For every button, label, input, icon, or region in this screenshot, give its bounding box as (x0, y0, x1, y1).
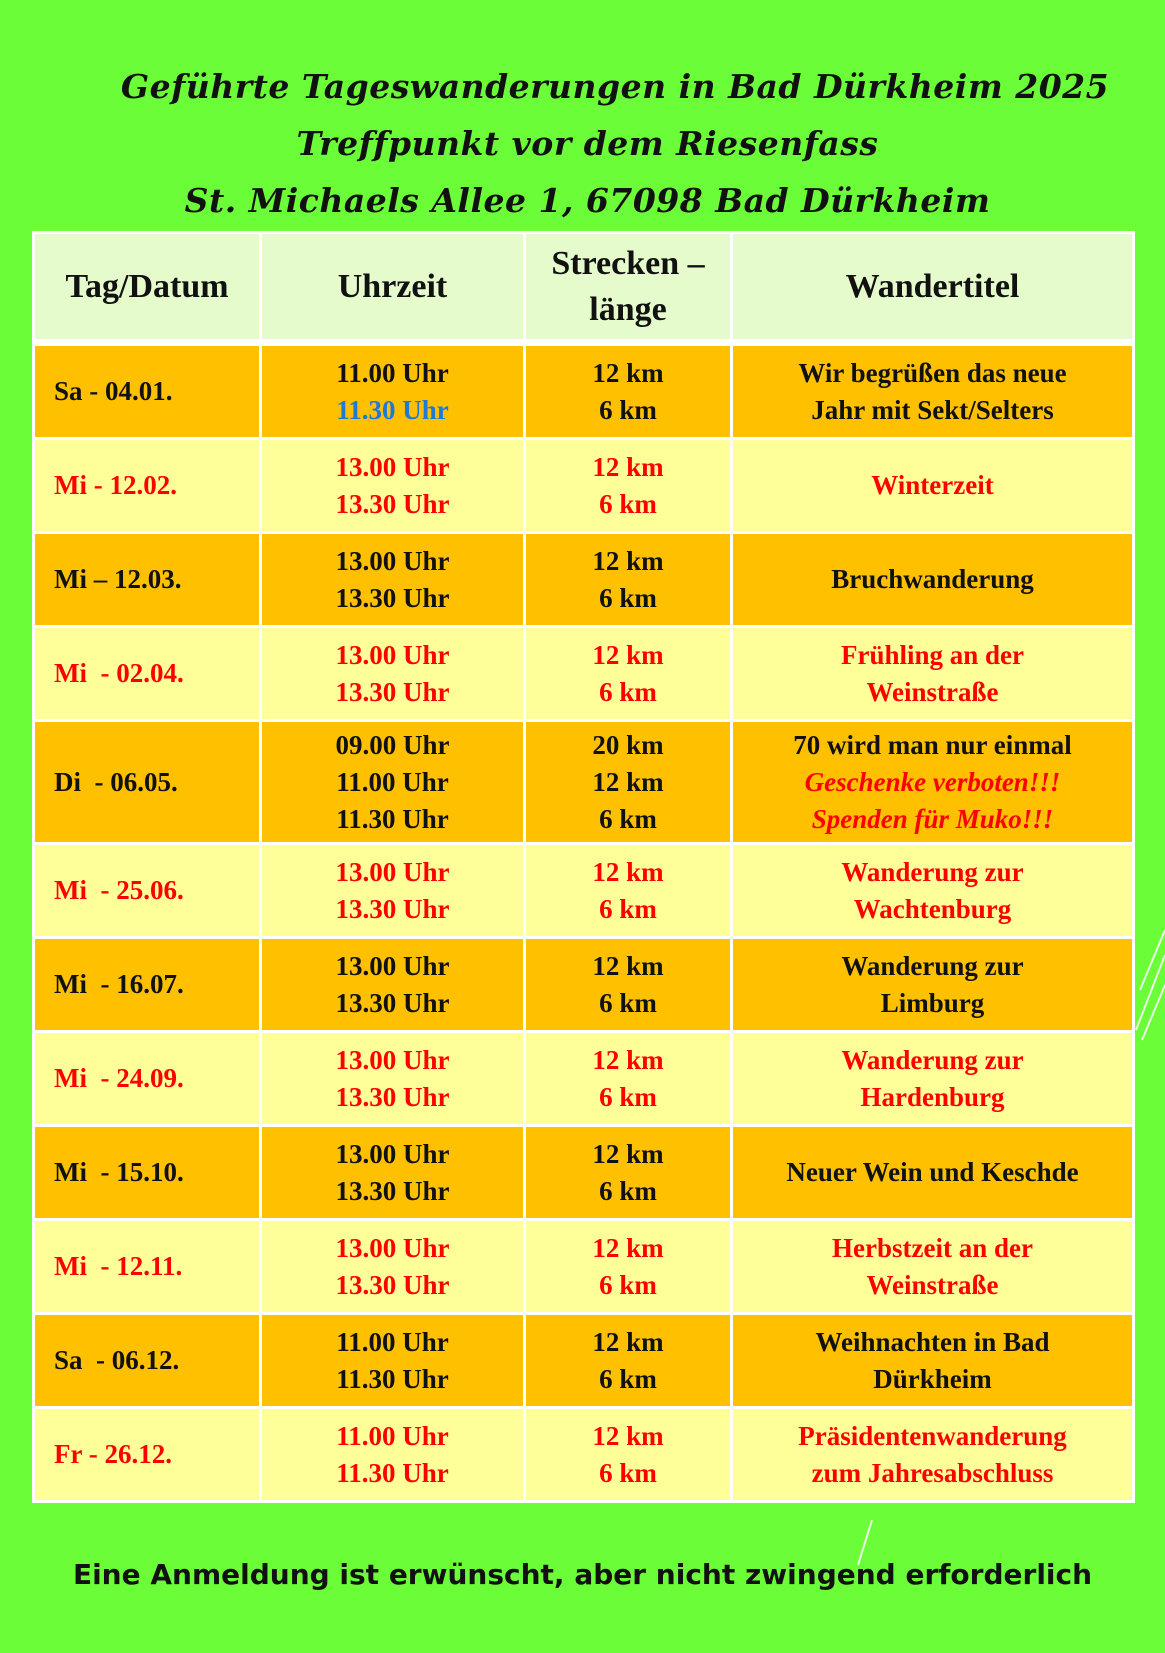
time-value: 09.00 Uhr (335, 729, 450, 760)
cell-title (733, 346, 1135, 440)
cell-time (262, 534, 526, 628)
distance-value: 6 km (599, 1081, 657, 1112)
cell-date: Mi - 16.07. (32, 939, 262, 1033)
cell-time (262, 722, 526, 845)
cell-date: Mi - 12.02. (32, 440, 262, 534)
cell-distance (526, 939, 733, 1033)
title-text: Neuer Wein und Keschde (786, 1157, 1079, 1187)
time-value: 13.00 Uhr (335, 1044, 450, 1075)
cell-title (733, 628, 1135, 722)
time-value: 13.30 Uhr (335, 893, 450, 924)
cell-date: Sa - 04.01. (32, 346, 262, 440)
title-text: 70 wird man nur einmal (793, 729, 1072, 760)
time-value: 11.00 Uhr (336, 1420, 449, 1451)
cell-distance (526, 845, 733, 939)
time-value: 11.30 Uhr (336, 1457, 449, 1488)
distance-value: 12 km (592, 1326, 664, 1357)
cell-title (733, 534, 1135, 628)
cell-date: Mi - 24.09. (32, 1033, 262, 1127)
title-text: Weihnachten in Bad (815, 1326, 1050, 1357)
time-value: 13.00 Uhr (335, 950, 450, 981)
distance-value: 6 km (599, 394, 657, 425)
distance-value: 12 km (592, 856, 664, 887)
cell-distance (526, 1315, 733, 1409)
cell-distance (526, 440, 733, 534)
time-value: 13.30 Uhr (335, 1175, 450, 1206)
distance-value: 12 km (592, 1232, 664, 1263)
cell-distance (526, 534, 733, 628)
distance-value: 12 km (592, 950, 664, 981)
title-line-1: Geführte Tageswanderungen in Bad Dürkheim 2025 (120, 67, 1110, 106)
cell-time (262, 1409, 526, 1503)
table-row (32, 1221, 1135, 1315)
column-header-distance-part1: Strecken – (551, 244, 705, 282)
distance-value: 12 km (592, 1420, 664, 1451)
cell-title (733, 1033, 1135, 1127)
distance-value: 6 km (599, 1269, 657, 1300)
table-row (32, 722, 1135, 845)
distance-value: 6 km (599, 488, 657, 519)
table-row (32, 534, 1135, 628)
time-value: 13.00 Uhr (335, 1138, 450, 1169)
header (0, 58, 1165, 229)
cell-date: Mi - 25.06. (32, 845, 262, 939)
column-header-date: Tag/Datum (32, 231, 262, 346)
cell-distance (526, 346, 733, 440)
cell-time (262, 1127, 526, 1221)
time-value: 13.30 Uhr (335, 987, 450, 1018)
title-note: Spenden für Muko!!! (811, 803, 1054, 834)
time-value: 11.00 Uhr (336, 766, 449, 797)
table-row (32, 346, 1135, 440)
cell-date: Di - 06.05. (32, 722, 262, 845)
title-text: Bruchwanderung (831, 564, 1034, 594)
cell-date: Sa - 06.12. (32, 1315, 262, 1409)
registration-note: Eine Anmeldung ist erwünscht, aber nicht zwingend erforderlich (72, 1558, 1093, 1591)
distance-value: 6 km (599, 1363, 657, 1394)
distance-value: 12 km (592, 639, 664, 670)
title-text: Wachtenburg (853, 893, 1012, 924)
title-text: Wanderung zur (841, 1044, 1024, 1075)
cell-distance (526, 1409, 733, 1503)
time-value: 13.00 Uhr (335, 1232, 450, 1263)
cell-title (733, 939, 1135, 1033)
table-row (32, 1315, 1135, 1409)
table-row (32, 628, 1135, 722)
table-row (32, 440, 1135, 534)
cell-date: Mi - 12.11. (32, 1221, 262, 1315)
table-row (32, 1033, 1135, 1127)
time-value: 11.30 Uhr (336, 394, 449, 425)
time-value: 13.30 Uhr (335, 676, 450, 707)
time-value: 11.30 Uhr (336, 803, 449, 834)
distance-value: 12 km (592, 545, 664, 576)
distance-value: 6 km (599, 676, 657, 707)
cell-date: Mi - 02.04. (32, 628, 262, 722)
cell-title (733, 1409, 1135, 1503)
cell-time (262, 1221, 526, 1315)
distance-value: 6 km (599, 803, 657, 834)
title-text: Frühling an der (840, 639, 1025, 670)
title-text: Präsidentenwanderung (798, 1420, 1067, 1451)
time-value: 13.00 Uhr (335, 545, 450, 576)
schedule-table (32, 231, 1135, 1503)
cell-date: Mi - 15.10. (32, 1127, 262, 1221)
cell-distance (526, 722, 733, 845)
column-header-distance-part2: länge (589, 290, 667, 328)
distance-value: 12 km (592, 451, 664, 482)
cell-title (733, 440, 1135, 534)
cell-time (262, 939, 526, 1033)
table-row (32, 1127, 1135, 1221)
table-row (32, 1409, 1135, 1503)
cell-date: Fr - 26.12. (32, 1409, 262, 1503)
time-value: 11.30 Uhr (336, 1363, 449, 1394)
title-text: Dürkheim (873, 1363, 992, 1394)
column-header-distance (526, 231, 733, 346)
time-value: 11.00 Uhr (336, 357, 449, 388)
distance-value: 20 km (592, 729, 664, 760)
title-text: Limburg (880, 987, 985, 1018)
title-text: Weinstraße (866, 1269, 999, 1300)
distance-value: 12 km (592, 766, 664, 797)
distance-value: 6 km (599, 1175, 657, 1206)
cell-time (262, 346, 526, 440)
column-header-time: Uhrzeit (262, 231, 526, 346)
cell-distance (526, 628, 733, 722)
time-value: 13.00 Uhr (335, 639, 450, 670)
column-header-title: Wandertitel (733, 231, 1135, 346)
cell-distance (526, 1127, 733, 1221)
distance-value: 12 km (592, 1044, 664, 1075)
time-value: 13.30 Uhr (335, 488, 450, 519)
title-text: Wanderung zur (841, 950, 1024, 981)
cell-title (733, 1127, 1135, 1221)
time-value: 11.00 Uhr (336, 1326, 449, 1357)
cell-title (733, 722, 1135, 845)
title-text: Hardenburg (860, 1081, 1005, 1112)
title-note: Geschenke verboten!!! (804, 766, 1061, 797)
cell-time (262, 845, 526, 939)
distance-value: 6 km (599, 987, 657, 1018)
distance-value: 12 km (592, 1138, 664, 1169)
cell-time (262, 1315, 526, 1409)
title-line-2: Treffpunkt vor dem Riesenfass (296, 124, 879, 163)
time-value: 13.30 Uhr (335, 1269, 450, 1300)
time-value: 13.00 Uhr (335, 451, 450, 482)
title-line-3: St. Michaels Allee 1, 67098 Bad Dürkheim (184, 181, 991, 220)
title-text: Wanderung zur (841, 856, 1024, 887)
title-text: Jahr mit Sekt/Selters (811, 394, 1054, 425)
title-text: Weinstraße (866, 676, 999, 707)
cell-time (262, 1033, 526, 1127)
cell-time (262, 628, 526, 722)
table-row (32, 939, 1135, 1033)
title-text: Herbstzeit an der (832, 1232, 1033, 1263)
cell-title (733, 1315, 1135, 1409)
distance-value: 12 km (592, 357, 664, 388)
table-header-row (32, 231, 1135, 346)
cell-title (733, 1221, 1135, 1315)
time-value: 13.30 Uhr (335, 582, 450, 613)
distance-value: 6 km (599, 582, 657, 613)
cell-time (262, 440, 526, 534)
cell-distance (526, 1033, 733, 1127)
distance-value: 6 km (599, 893, 657, 924)
title-text: Winterzeit (871, 470, 994, 500)
time-value: 13.00 Uhr (335, 856, 450, 887)
time-value: 13.30 Uhr (335, 1081, 450, 1112)
cell-date: Mi – 12.03. (32, 534, 262, 628)
title-text: Wir begrüßen das neue (798, 357, 1067, 388)
distance-value: 6 km (599, 1457, 657, 1488)
cell-title (733, 845, 1135, 939)
table-row (32, 845, 1135, 939)
cell-distance (526, 1221, 733, 1315)
title-text: zum Jahresabschluss (811, 1457, 1054, 1488)
